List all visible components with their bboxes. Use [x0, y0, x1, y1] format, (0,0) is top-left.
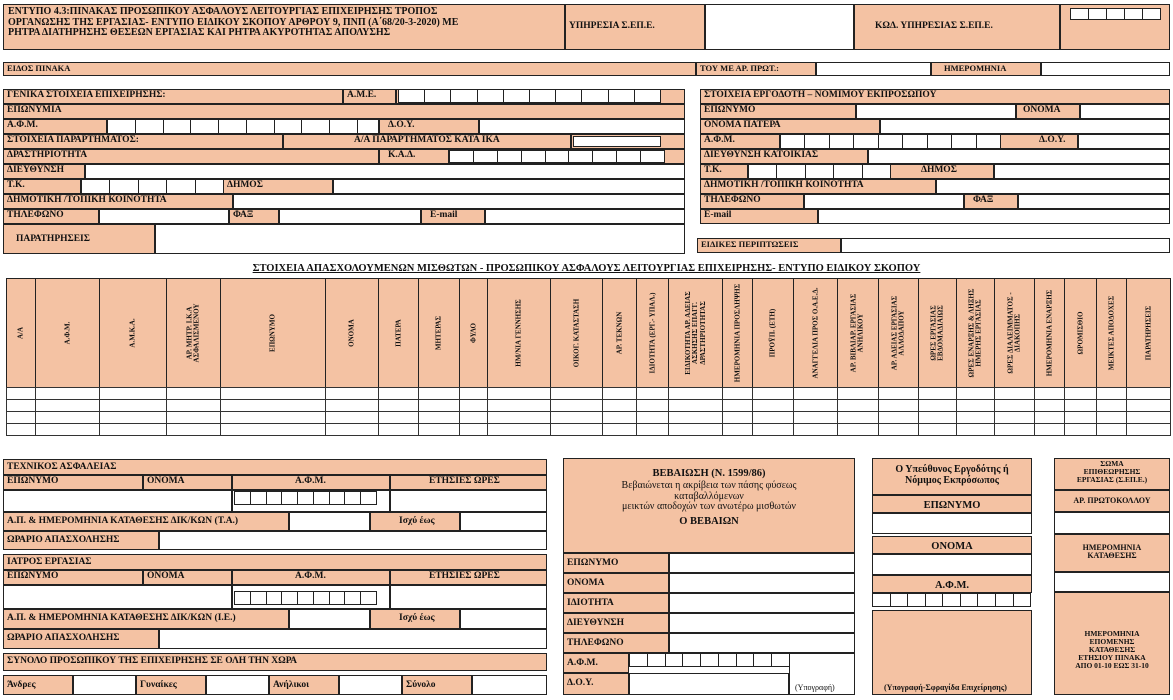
responsible-title-1: Ο Υπεύθυνος Εργοδότης ή	[895, 464, 1009, 475]
column-header-label: ΑΡ. ΑΔΕΙΑΣ ΕΡΓΑΣΙΑΣ ΑΛΛΟΔΑΠΟΥ	[890, 295, 906, 371]
cert-capacity-label: ΙΔΙΟΤΗΤΑ	[563, 593, 669, 613]
table-cell[interactable]	[487, 423, 551, 436]
email-label: E-mail	[421, 209, 485, 224]
cert-address-label: ΔΙΕΥΘΥΝΣΗ	[563, 613, 669, 633]
email-field[interactable]	[485, 209, 685, 224]
company-name-label: ΕΠΩΝΥΜΙΑ	[3, 104, 685, 119]
column-header-label: Α.Φ.Μ.	[62, 321, 71, 345]
column-header	[35, 278, 100, 388]
men-label: Άνδρες	[3, 675, 73, 695]
column-header-label: ΙΔΙΟΤΗΤΑ (ΕΡΓ.- ΥΠΑΛ.)	[647, 292, 656, 374]
column-header	[1096, 278, 1127, 388]
doctor-label: ΙΑΤΡΟΣ ΕΡΓΑΣΙΑΣ	[3, 554, 547, 570]
employer-email-label: E-mail	[700, 209, 818, 224]
column-header-label: ΑΡ. ΤΕΚΝΩΝ	[614, 311, 623, 355]
doc-afm-label: Α.Φ.Μ.	[232, 570, 390, 585]
certification-text-1: Βεβαιώνεται η ακρίβεια των πάσης φύσεως	[621, 480, 797, 492]
column-header-label: ΕΠΩΝΥΜΟ	[268, 314, 277, 352]
employer-name-field[interactable]	[1080, 104, 1170, 119]
table-cell[interactable]	[6, 423, 36, 436]
service-label: ΥΠΗΡΕΣΙΑ Σ.ΕΠ.Ε.	[565, 4, 705, 50]
tech-name-label: ΟΝΟΜΑ	[143, 475, 232, 490]
table-cell[interactable]	[994, 423, 1035, 436]
column-header	[668, 278, 723, 388]
table-cell[interactable]	[956, 423, 995, 436]
address-label: ΔΙΕΥΘΥΝΣΗ	[3, 164, 85, 179]
employer-surname-field[interactable]	[856, 104, 1016, 119]
prot-no-label: ΤΟΥ ΜΕ ΑΡ. ΠΡΩΤ.:	[696, 62, 816, 76]
resp-name-field[interactable]	[872, 554, 1032, 575]
cert-surname-field[interactable]	[669, 553, 855, 573]
column-header	[1064, 278, 1097, 388]
column-header	[1034, 278, 1065, 388]
table-cell[interactable]	[1126, 423, 1171, 436]
employer-father-label: ΟΝΟΜΑ ΠΑΤΕΡΑ	[700, 119, 880, 134]
column-header	[6, 278, 36, 388]
column-header	[793, 278, 838, 388]
remarks-field[interactable]	[155, 224, 685, 254]
doc-hours-label: ΕΤΗΣΙΕΣ ΩΡΕΣ	[390, 570, 547, 585]
employer-phone-label: ΤΗΛΕΦΩΝΟ	[700, 194, 804, 209]
tech-afm-label: Α.Φ.Μ.	[232, 475, 390, 490]
sepe-body-2: ΕΠΙΘΕΩΡΗΣΗΣ	[1083, 466, 1141, 476]
table-cell[interactable]	[878, 423, 919, 436]
table-cell[interactable]	[752, 423, 794, 436]
employer-home-address-field[interactable]	[868, 149, 1170, 164]
doc-ap-field[interactable]	[289, 609, 370, 629]
column-header	[418, 278, 460, 388]
employer-father-field[interactable]	[880, 119, 1170, 134]
cert-name-label: ΟΝΟΜΑ	[563, 573, 669, 593]
table-cell[interactable]	[918, 423, 957, 436]
employer-doy-field[interactable]	[1078, 134, 1170, 149]
employer-tk-boxes[interactable]	[748, 164, 890, 179]
activity-label: ΔΡΑΣΤΗΡΙΟΤΗΤΑ	[3, 149, 379, 164]
responsible-title	[872, 458, 1032, 495]
column-header-label: ΑΡ. ΜΗΤΡ. Ι.Κ.Α ΑΣΦΑΛΙΣΜΕΝΟΥ	[185, 303, 201, 363]
certification-text-3: μεικτών αποδοχών των ανωτέρω μισθωτών	[622, 501, 796, 513]
table-cell[interactable]	[1096, 423, 1127, 436]
doc-valid-label: Ισχύ έως	[370, 609, 460, 629]
column-header-label: ΑΡ. ΒΙΒΛΙΑΡ. ΕΡΓΑΣΙΑΣ ΑΝΗΛΙΚΟΥ	[849, 293, 865, 373]
table-cell[interactable]	[550, 423, 603, 436]
column-header	[487, 278, 551, 388]
employer-fax-label: ΦΑΞ	[964, 194, 1018, 209]
cert-surname-label: ΕΠΩΝΥΜΟ	[563, 553, 669, 573]
column-header	[99, 278, 167, 388]
sum-field[interactable]	[472, 675, 547, 695]
tech-surname-label: ΕΠΩΝΥΜΟ	[3, 475, 143, 490]
minors-field[interactable]	[339, 675, 402, 695]
community-label: ΔΗΜΟΤΙΚΗ /ΤΟΠΙΚΗ ΚΟΙΝΟΤΗΤΑ	[3, 194, 233, 209]
form-title-line-1: ΕΝΤΥΠΟ 4.3:ΠΙΝΑΚΑΣ ΠΡΟΣΩΠΙΚΟΥ ΑΣΦΑΛΟΥΣ ΛΕΙΤΟΥΡΓΙΑΣ ΕΠΙΧΕΙΡΗΣΗΣ ΤΡΟΠΟΣ	[8, 6, 438, 17]
table-cell[interactable]	[668, 423, 723, 436]
form-title-line-2: ΟΡΓΑΝΩΣΗΣ ΤΗΣ ΕΡΓΑΣΙΑΣ- ΕΝΤΥΠΟ ΕΙΔΙΚΟΥ ΣΚΟΠΟΥ ΑΡΘΡΟΥ 9, ΠΝΠ (Α΄68/20-3-2020) ΜΕ	[8, 16, 459, 28]
table-cell[interactable]	[636, 423, 669, 436]
tech-ap-label: Α.Π. & ΗΜΕΡΟΜΗΝΙΑ ΚΑΤΑΘΕΣΗΣ ΔΙΚ/ΚΩΝ (Τ.Α.)	[3, 512, 289, 531]
cert-doy-field[interactable]	[629, 673, 789, 695]
column-header-label: ΜΕΙΚΤΕΣ ΑΠΟΔΟΧΕΣ	[1106, 295, 1115, 371]
column-header-label: ΠΑΡΑΤΗΡΗΣΕΙΣ	[1143, 305, 1152, 361]
column-header-label: Α/Α	[16, 326, 25, 340]
form-title	[3, 4, 565, 50]
employer-afm-boxes[interactable]	[780, 134, 1000, 149]
column-header	[602, 278, 637, 388]
column-header	[878, 278, 919, 388]
ame-label: Α.Μ.Ε.	[343, 89, 396, 104]
tech-schedule-label: ΩΡΑΡΙΟ ΑΠΑΣΧΟΛΗΣΗΣ	[3, 531, 159, 550]
employees-title: ΣΤΟΙΧΕΙΑ ΑΠΑΣΧΟΛΟΥΜΕΝΩΝ ΜΙΣΘΩΤΩΝ - ΠΡΟΣΩΠΙΚΟΥ ΑΣΦΑΛΟΥΣ ΛΕΙΤΟΥΡΓΙΑΣ ΕΠΙΧΕΙΡΗΣΗΣ- ΕΝΤΥΠΟ ΕΙΔΙΚΟΥ ΣΚΟΠΟΥ	[252, 263, 921, 274]
column-header	[722, 278, 753, 388]
employer-municipality-label: ΔΗΜΟΣ	[890, 164, 994, 179]
tech-valid-field[interactable]	[460, 512, 547, 531]
technician-label: ΤΕΧΝΙΚΟΣ ΑΣΦΑΛΕΙΑΣ	[3, 459, 547, 475]
phone-field[interactable]	[99, 209, 229, 224]
service-code-boxes[interactable]	[1070, 8, 1160, 20]
column-header	[166, 278, 221, 388]
employer-surname-label: ΕΠΩΝΥΜΟ	[700, 104, 856, 119]
column-header	[1126, 278, 1171, 388]
resp-surname-field[interactable]	[872, 513, 1032, 534]
employer-afm-label: Α.Φ.Μ.	[700, 134, 780, 149]
column-header	[220, 278, 326, 388]
date-field[interactable]	[1041, 62, 1170, 76]
resp-signature-label: (Υπογραφή-Σφραγίδα Επιχείρησης)	[884, 683, 1007, 692]
table-cell[interactable]	[793, 423, 838, 436]
fax-label: ΦΑΞ	[229, 209, 279, 224]
sepe-filing-field[interactable]	[1054, 572, 1170, 592]
column-header	[752, 278, 794, 388]
column-header	[994, 278, 1035, 388]
certification-title: ΒΕΒΑΙΩΣΗ (Ν. 1599/86)	[652, 468, 766, 479]
column-header	[378, 278, 419, 388]
employer-email-field[interactable]	[818, 209, 1170, 224]
resp-surname-label: ΕΠΩΝΥΜΟ	[872, 495, 1032, 513]
column-header	[918, 278, 957, 388]
sepe-next-box	[1054, 592, 1170, 695]
column-header	[956, 278, 995, 388]
column-header-label: ΦΥΛΟ	[468, 323, 477, 343]
tk-label: Τ.Κ.	[3, 179, 81, 194]
special-cases-field[interactable]	[841, 238, 1170, 253]
column-header-label: Α.Μ.Κ.Α.	[128, 318, 137, 348]
table-cell[interactable]	[166, 423, 221, 436]
resp-afm-boxes[interactable]	[872, 593, 1030, 607]
employer-doy-label: Δ.Ο.Υ.	[1000, 134, 1078, 149]
company-afm-label: Α.Φ.Μ.	[3, 119, 107, 134]
employer-community-field[interactable]	[936, 179, 1170, 194]
column-header	[550, 278, 603, 388]
table-cell[interactable]	[459, 423, 488, 436]
employer-fax-field[interactable]	[1018, 194, 1170, 209]
service-code-label: ΚΩΔ. ΥΠΗΡΕΣΙΑΣ Σ.ΕΠ.Ε.	[854, 4, 1060, 50]
special-cases-label: ΕΙΔΙΚΕΣ ΠΕΡΙΠΤΩΣΕΙΣ	[697, 238, 841, 253]
cert-capacity-field[interactable]	[669, 593, 855, 613]
kad-label: Κ.Α.Δ.	[379, 149, 449, 164]
cert-phone-field[interactable]	[669, 633, 855, 653]
column-header-label: ΜΗΤΕΡΑΣ	[434, 315, 443, 351]
branch-label: ΣΤΟΙΧΕΙΑ ΠΑΡΑΡΤΗΜΑΤΟΣ:	[3, 134, 283, 149]
table-cell[interactable]	[325, 423, 379, 436]
total-staff-label: ΣΥΝΟΛΟ ΠΡΟΣΩΠΙΚΟΥ ΤΗΣ ΕΠΙΧΕΙΡΗΣΗΣ ΣΕ ΟΛΗ ΤΗΝ ΧΩΡΑ	[3, 653, 547, 671]
remarks-label: ΠΑΡΑΤΗΡΗΣΕΙΣ	[3, 224, 155, 254]
municipality-field[interactable]	[333, 179, 685, 194]
table-cell[interactable]	[220, 423, 326, 436]
women-label: Γυναίκες	[136, 675, 206, 695]
company-general-label: ΓΕΝΙΚΑ ΣΤΟΙΧΕΙΑ ΕΠΙΧΕΙΡΗΣΗΣ:	[3, 89, 343, 104]
kad-boxes[interactable]	[449, 150, 664, 163]
column-header-label: ΩΡΕΣ ΕΡΓΑΣΙΑΣ ΕΒΔΟΜΑΔΙΑΙΩΣ	[929, 305, 945, 361]
table-cell[interactable]	[418, 423, 460, 436]
doc-schedule-field[interactable]	[159, 629, 547, 649]
resp-afm-label: Α.Φ.Μ.	[872, 575, 1032, 593]
doc-schedule-label: ΩΡΑΡΙΟ ΑΠΑΣΧΟΛΗΣΗΣ	[3, 629, 159, 649]
column-header-label: ΗΜΕΡΟΜΗΝΙΑ ΠΡΟΣΛΗΨΗΣ	[732, 283, 741, 383]
doc-hours-field[interactable]	[390, 585, 547, 609]
tech-afm-boxes[interactable]	[234, 491, 376, 505]
employer-tk-label: Τ.Κ.	[700, 164, 748, 179]
sepe-filing-2: ΚΑΤΑΘΕΣΗΣ	[1087, 551, 1137, 561]
cert-address-field[interactable]	[669, 613, 855, 633]
column-header-label: ΠΡΟΫΠ. (ΕΤΗ)	[768, 308, 777, 358]
cert-name-field[interactable]	[669, 573, 855, 593]
employer-home-address-label: ΔΙΕΥΘΥΝΣΗ ΚΑΤΟΙΚΙΑΣ	[700, 149, 868, 164]
tech-hours-label: ΕΤΗΣΙΕΣ ΩΡΕΣ	[390, 475, 547, 490]
employer-name-label: ΟΝΟΜΑ	[1016, 104, 1080, 119]
table-cell[interactable]	[1034, 423, 1065, 436]
men-field[interactable]	[73, 675, 136, 695]
certification-box	[563, 458, 855, 553]
form-title-line-3: ΡΗΤΡΑ ΔΙΑΤΗΡΗΣΗΣ ΘΕΣΕΩΝ ΕΡΓΑΣΙΑΣ ΚΑΙ ΡΗΤΡΑ ΑΚΥΡΟΤΗΤΑΣ ΑΠΟΛΥΣΗΣ	[8, 27, 391, 38]
employer-community-label: ΔΗΜΟΤΙΚΗ /ΤΟΠΙΚΗ ΚΟΙΝΟΤΗΤΑ	[700, 179, 936, 194]
sepe-next-1: ΗΜΕΡΟΜΗΝΙΑ	[1084, 629, 1140, 638]
doc-surname-field[interactable]	[3, 585, 232, 609]
municipality-label: ΔΗΜΟΣ	[223, 179, 333, 194]
branch-ika-field[interactable]	[573, 136, 661, 147]
sepe-next-5: ΑΠΟ 01-10 ΕΩΣ 31-10	[1075, 660, 1149, 670]
community-field[interactable]	[233, 194, 685, 209]
tech-hours-field[interactable]	[390, 490, 547, 512]
column-header-label: ΩΡΟΜΙΣΘΙΟ	[1075, 311, 1084, 355]
sepe-body-box	[1054, 458, 1170, 490]
company-doy-label: Δ.Ο.Υ.	[379, 119, 479, 134]
service-field[interactable]	[705, 4, 854, 50]
cert-doy-label: Δ.Ο.Υ.	[563, 673, 629, 695]
table-cell[interactable]	[378, 423, 419, 436]
table-cell[interactable]	[35, 423, 100, 436]
column-header-label: ΕΙΔΙΚΟΤΗΤΑ ΑΡ. ΑΔΕΙΑΣ ΑΣΚΗΣΗΣ ΕΠΑΓΓ. ΔΡΑΣΤΗΡΙΟΤΗΤΑΣ	[683, 291, 707, 375]
employer-title: ΣΤΟΙΧΕΙΑ ΕΡΓΟΔΟΤΗ – ΝΟΜΙΜΟΥ ΕΚΠΡΟΣΩΠΟΥ	[700, 89, 1170, 104]
tk-boxes[interactable]	[81, 179, 223, 194]
sepe-filing-box	[1054, 534, 1170, 572]
sepe-next-2: ΕΠΟΜΕΝΗΣ	[1089, 636, 1135, 646]
cert-afm-boxes[interactable]	[629, 653, 789, 667]
sepe-next-4: ΕΤΗΣΙΟΥ ΠΙΝΑΚΑ	[1078, 652, 1146, 662]
resp-name-label: ΟΝΟΜΑ	[872, 536, 1032, 554]
tech-valid-label: Ισχύ έως	[370, 512, 460, 531]
minors-label: Ανήλικοι	[269, 675, 339, 695]
column-header-label: ΗΜ/ΝΙΑ ΓΕΝΝΗΣΗΣ	[514, 299, 523, 367]
phone-label: ΤΗΛΕΦΩΝΟ	[3, 209, 99, 224]
doc-name-label: ΟΝΟΜΑ	[143, 570, 232, 585]
tech-ap-field[interactable]	[289, 512, 370, 531]
sepe-body-1: ΣΩΜΑ	[1100, 459, 1124, 468]
fax-field[interactable]	[279, 209, 421, 224]
column-header-label: ΠΑΤΕΡΑ	[393, 319, 402, 347]
sepe-prot-label: ΑΡ. ΠΡΩΤΟΚΟΛΛΟΥ	[1054, 490, 1170, 512]
tech-surname-field[interactable]	[3, 490, 232, 512]
cert-signature-label: (Υπογραφή)	[795, 683, 835, 692]
column-header	[837, 278, 879, 388]
column-header-label: ΟΝΟΜΑ	[347, 319, 356, 347]
sepe-prot-field[interactable]	[1054, 512, 1170, 534]
column-header-label: ΩΡΕΣ ΔΙΑΛΕΙΜΜΑΤΟΣ - ΔΙΑΚΟΠΗΣ	[1006, 292, 1022, 374]
doc-valid-field[interactable]	[460, 609, 547, 629]
table-cell[interactable]	[602, 423, 637, 436]
certification-text-2: καταβαλλόμενων	[674, 490, 744, 502]
branch-ika-label: Α/Α ΠΑΡΑΡΤΗΜΑΤΟΣ ΚΑΤΑ ΙΚΑ	[283, 134, 571, 149]
doc-ap-label: Α.Π. & ΗΜΕΡΟΜΗΝΙΑ ΚΑΤΑΘΕΣΗΣ ΔΙΚ/ΚΩΝ (Ι.Ε.)	[3, 609, 289, 629]
column-header-label: ΩΡΕΣ ΕΝΑΡΞΗΣ & ΛΗΞΗΣ ΗΜΕΡΗΣ ΕΡΓΑΣΙΑΣ	[967, 288, 983, 378]
address-field[interactable]	[85, 164, 685, 179]
responsible-title-2: Νόμιμος Εκπρόσωπος	[905, 474, 999, 486]
column-header-label: ΗΜΕΡΟΜΗΝΙΑ ΕΝΑΡΞΗΣ	[1044, 289, 1053, 377]
cert-phone-label: ΤΗΛΕΦΩΝΟ	[563, 633, 669, 653]
tech-schedule-field[interactable]	[159, 531, 547, 550]
table-cell[interactable]	[1064, 423, 1097, 436]
certifier-label: Ο ΒΕΒΑΙΩΝ	[679, 515, 739, 527]
sum-label: Σύνολο	[402, 675, 472, 695]
table-cell[interactable]	[99, 423, 167, 436]
ame-boxes[interactable]	[398, 89, 660, 103]
company-afm-boxes[interactable]	[107, 119, 357, 134]
column-header-label: ΑΝΑΓΓΕΛΙΑ ΠΡΟΣ Ο.Α.Ε.Δ.	[810, 287, 819, 379]
employer-phone-field[interactable]	[804, 194, 964, 209]
column-header	[459, 278, 488, 388]
column-header-label: ΟΙΚΟΓ. ΚΑΤΑΣΤΑΣΗ	[571, 298, 580, 368]
table-cell[interactable]	[722, 423, 753, 436]
prot-no-field[interactable]	[816, 62, 931, 76]
women-field[interactable]	[206, 675, 269, 695]
cert-afm-label: Α.Φ.Μ.	[563, 653, 629, 673]
doc-afm-boxes[interactable]	[234, 591, 376, 605]
table-type-label: ΕΙΔΟΣ ΠΙΝΑΚΑ	[3, 62, 696, 76]
column-header	[636, 278, 669, 388]
sepe-filing-1: ΗΜΕΡΟΜΗΝΙΑ	[1082, 543, 1142, 552]
column-header	[325, 278, 379, 388]
sepe-body-3: ΕΡΓΑΣΙΑΣ (Σ.ΕΠ.Ε.)	[1076, 474, 1148, 484]
doc-surname-label: ΕΠΩΝΥΜΟ	[3, 570, 143, 585]
date-label: ΗΜΕΡΟΜΗΝΙΑ	[931, 62, 1041, 76]
company-doy-field[interactable]	[479, 119, 685, 134]
employer-municipality-field[interactable]	[994, 164, 1170, 179]
table-cell[interactable]	[837, 423, 879, 436]
sepe-next-3: ΚΑΤΑΘΕΣΗΣ	[1088, 644, 1136, 654]
